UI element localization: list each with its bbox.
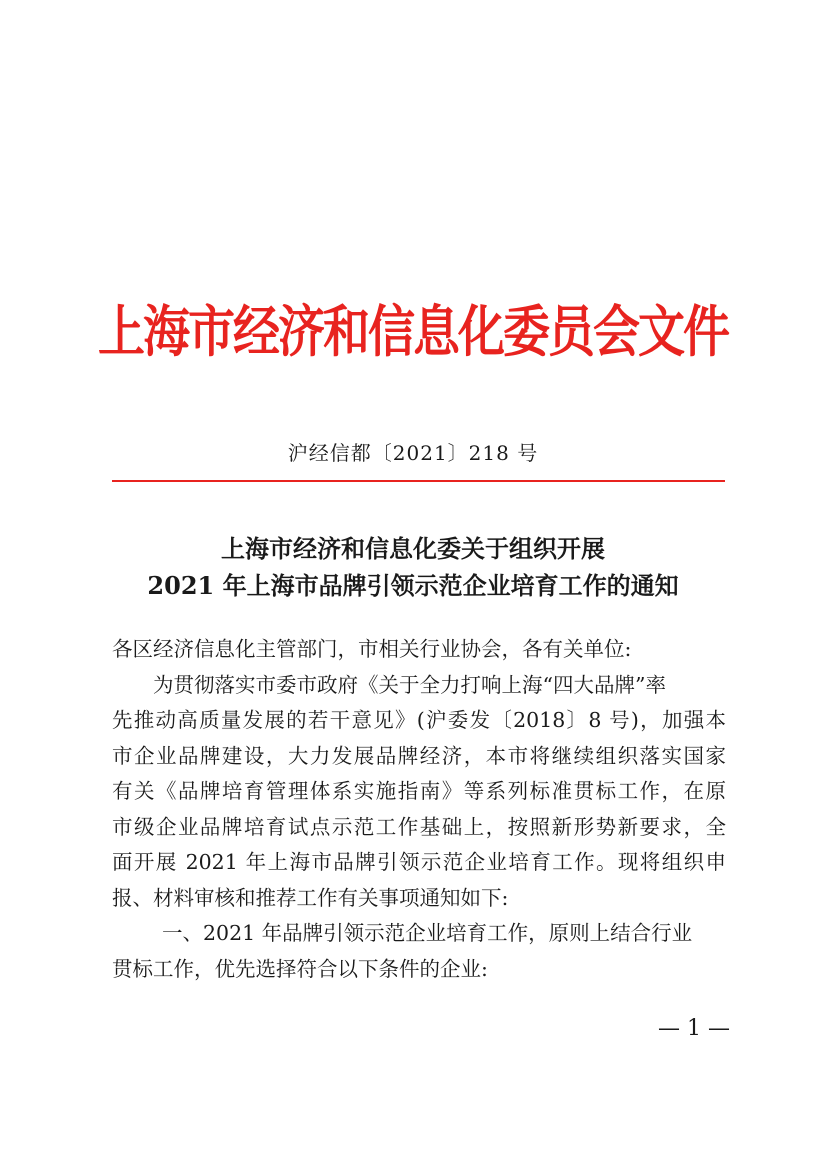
salutation: 各区经济信息化主管部门，市相关行业协会，各有关单位: <box>112 637 632 661</box>
paragraph-1-line-3: 市企业品牌建设，大力发展品牌经济，本市将继续组织落实国家 <box>112 743 726 768</box>
paragraph-1-line-4: 有关《品牌培育管理体系实施指南》等系列标准贯标工作，在原 <box>112 779 726 803</box>
notice-title-line-1: 上海市经济和信息化委关于组织开展 <box>221 534 605 563</box>
paragraph-1-line-2: 先推动高质量发展的若干意见》(沪委发〔2018〕8 号)，加强本 <box>112 708 726 732</box>
document-body <box>112 632 726 987</box>
paragraph-1-line-5: 市级企业品牌培育试点示范工作基础上，按照新形势新要求，全 <box>112 814 726 839</box>
document-masthead: 上海市经济和信息化委员会文件 <box>98 300 728 366</box>
paragraph-2-line-2: 贯标工作，优先选择符合以下条件的企业: <box>112 956 488 981</box>
red-separator-line <box>112 480 725 482</box>
notice-title-line-2: 2021 年上海市品牌引领示范企业培育工作的通知 <box>147 571 679 600</box>
paragraph-2-line-1: 一、2021 年品牌引领示范企业培育工作，原则上结合行业 <box>162 921 693 945</box>
page-number: — 1 — <box>658 1016 730 1041</box>
paragraph-1-line-6: 面开展 2021 年上海市品牌引领示范企业培育工作。现将组织申 <box>112 850 726 874</box>
notice-title <box>0 530 826 604</box>
paragraph-1-line-1: 为贯彻落实市委市政府《关于全力打响上海“四大品牌”率 <box>153 672 666 697</box>
paragraph-1-line-7: 报、材料审核和推荐工作有关事项通知如下: <box>112 885 509 910</box>
document-number: 沪经信都〔2021〕218 号 <box>287 441 539 465</box>
